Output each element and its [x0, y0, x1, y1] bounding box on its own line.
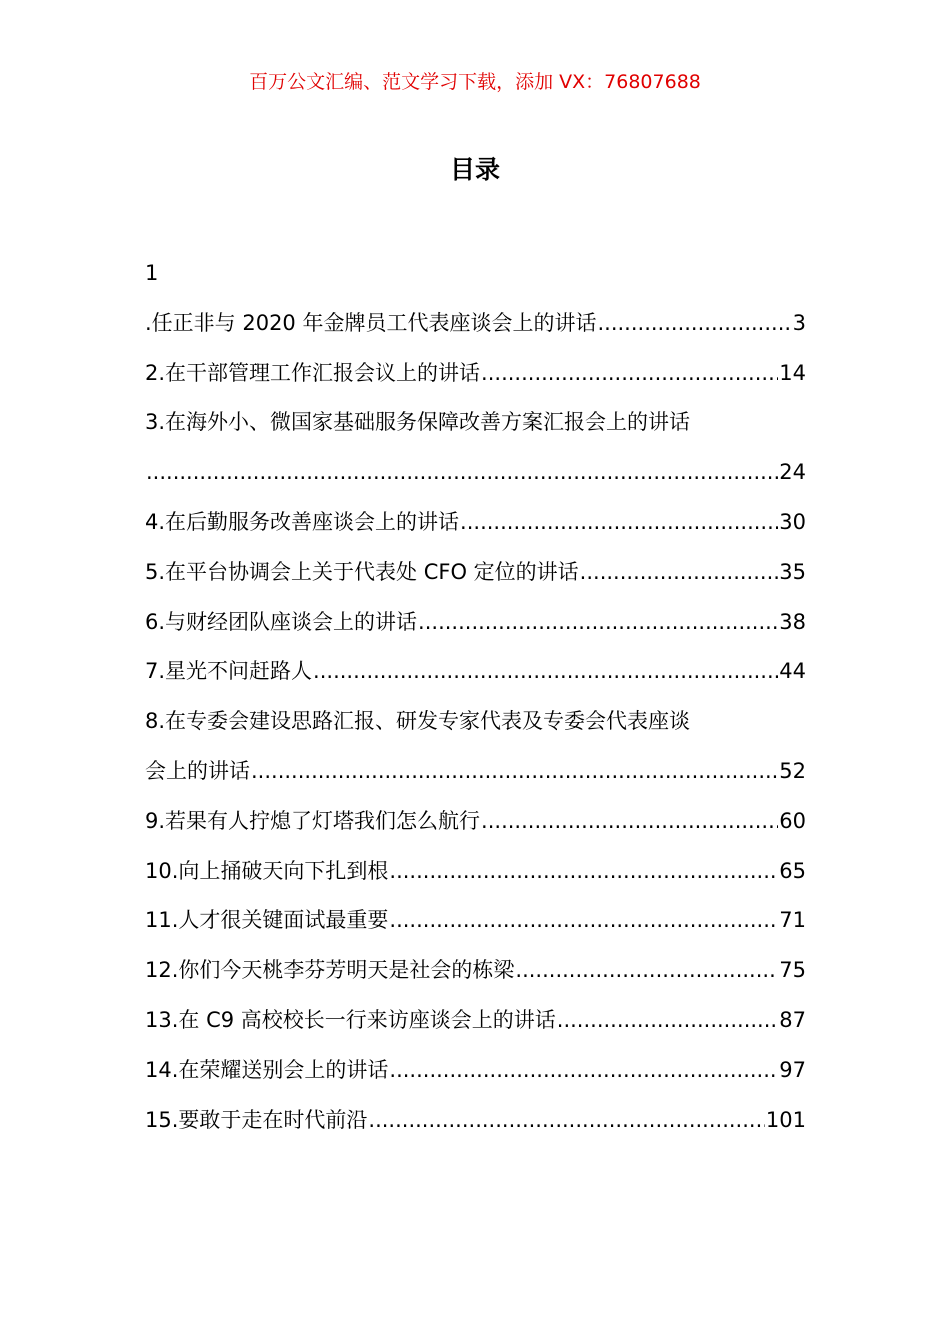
toc-entry-8[interactable]: [145, 747, 806, 797]
toc-entry-3[interactable]: [145, 448, 806, 498]
toc-entry-11[interactable]: [145, 896, 806, 946]
toc-entry-4[interactable]: [145, 498, 806, 548]
toc-entry-label: 15.要敢于走在时代前沿: [145, 1107, 368, 1132]
toc-entry-page: 97: [779, 1057, 806, 1082]
toc-entry-3-label[interactable]: 3.在海外小、微国家基础服务保障改善方案汇报会上的讲话: [145, 410, 691, 435]
toc-entry-5[interactable]: [145, 548, 806, 598]
toc-entry-label: 6.与财经团队座谈会上的讲话: [145, 609, 418, 634]
toc-entry-1-prefix: 1: [145, 261, 159, 285]
toc-entry-label: .任正非与 2020 年金牌员工代表座谈会上的讲话: [145, 310, 597, 335]
toc-entry-page: 101: [765, 1107, 806, 1132]
toc-entry-label: 14.在荣耀送别会上的讲话: [145, 1057, 389, 1082]
toc-entry-page: 87: [779, 1007, 806, 1032]
header-note: 百万公文汇编、范文学习下载，添加 VX：76807688: [249, 71, 701, 93]
toc-dot-leader: [251, 747, 778, 797]
toc-entry-13[interactable]: [145, 996, 806, 1046]
toc-dot-leader: [389, 847, 778, 897]
toc-entry-1[interactable]: [145, 299, 806, 349]
toc-dot-leader: [557, 996, 778, 1046]
toc-entry-page: 60: [779, 808, 806, 833]
toc-entry-14[interactable]: [145, 1046, 806, 1096]
toc-dot-leader: [460, 498, 778, 548]
toc-dot-leader: [481, 797, 778, 847]
toc-dot-leader: [146, 448, 778, 498]
table-of-contents: [145, 249, 806, 1145]
toc-entry-label: 5.在平台协调会上关于代表处 CFO 定位的讲话: [145, 559, 579, 584]
toc-dot-leader: [418, 598, 778, 648]
toc-dot-leader: [515, 946, 778, 996]
toc-entry-label: 11.人才很关键面试最重要: [145, 908, 389, 933]
toc-dot-leader: [580, 548, 779, 598]
toc-entry-2[interactable]: [145, 349, 806, 399]
toc-entry-15[interactable]: [145, 1096, 806, 1146]
toc-entry-10[interactable]: [145, 847, 806, 897]
toc-dot-leader: [313, 647, 778, 697]
toc-entry-page: 14: [779, 360, 806, 385]
toc-entry-12[interactable]: [145, 946, 806, 996]
toc-dot-leader: [389, 896, 778, 946]
toc-entry-page: 65: [779, 858, 806, 883]
toc-dot-leader: [389, 1046, 778, 1096]
toc-entry-label: 2.在干部管理工作汇报会议上的讲话: [145, 360, 481, 385]
toc-entry-label-continued: 会上的讲话: [145, 758, 250, 783]
toc-entry-page: 24: [779, 460, 806, 485]
toc-dot-leader: [368, 1096, 765, 1146]
toc-entry-label: 7.星光不问赶路人: [145, 659, 313, 684]
toc-entry-page: 52: [779, 758, 806, 783]
toc-entry-page: 35: [779, 559, 806, 584]
toc-entry-label: 9.若果有人拧熄了灯塔我们怎么航行: [145, 808, 481, 833]
toc-dot-leader: [597, 299, 791, 349]
toc-entry-page: 44: [779, 659, 806, 684]
toc-entry-label: 13.在 C9 高校校长一行来访座谈会上的讲话: [145, 1007, 556, 1032]
toc-entry-label: 12.你们今天桃李芬芳明天是社会的栋梁: [145, 958, 515, 983]
toc-entry-page: 75: [779, 958, 806, 983]
toc-entry-page: 3: [792, 310, 806, 335]
toc-entry-page: 38: [779, 609, 806, 634]
toc-entry-9[interactable]: [145, 797, 806, 847]
toc-entry-8-label[interactable]: 8.在专委会建设思路汇报、研发专家代表及专委会代表座谈: [145, 709, 691, 734]
toc-entry-label: 10.向上捅破天向下扎到根: [145, 858, 389, 883]
toc-entry-page: 71: [779, 908, 806, 933]
toc-entry-page: 30: [779, 509, 806, 534]
toc-entry-6[interactable]: [145, 598, 806, 648]
toc-entry-label: 4.在后勤服务改善座谈会上的讲话: [145, 509, 460, 534]
toc-entry-7[interactable]: [145, 647, 806, 697]
toc-title: 目录: [449, 155, 500, 184]
toc-dot-leader: [481, 349, 778, 399]
